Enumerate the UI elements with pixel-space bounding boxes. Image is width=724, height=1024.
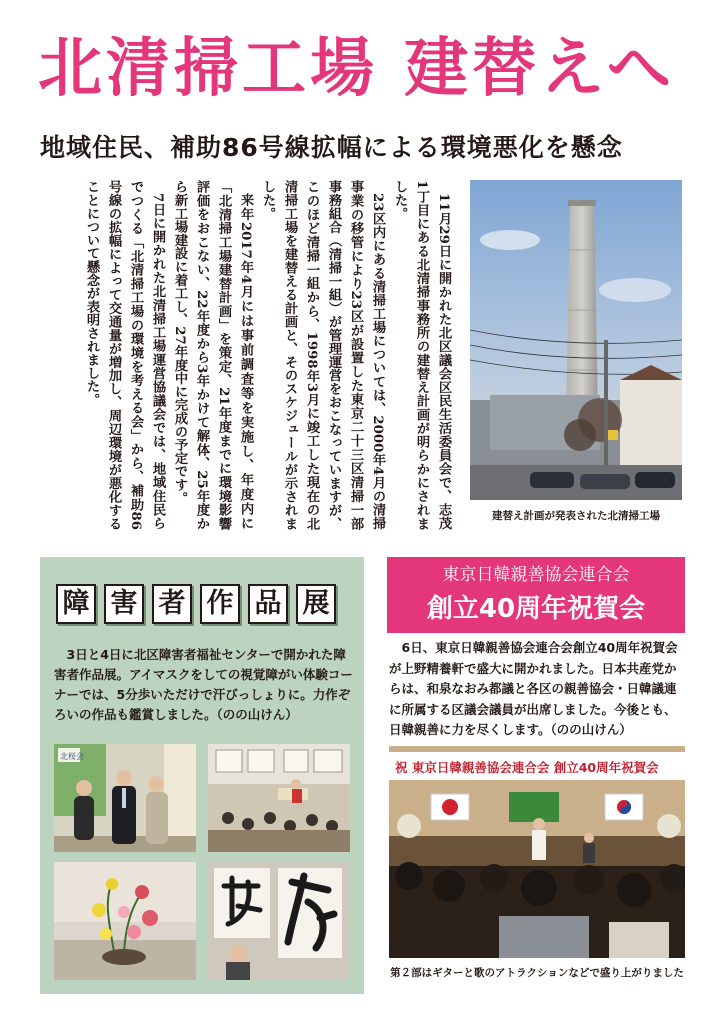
exhibit-photo-flowers [54, 862, 196, 980]
exhibit-title-char: 展 [296, 584, 336, 624]
exhibit-photo-sign: 北桜会 [60, 752, 84, 761]
exhibit-title-char: 障 [56, 584, 96, 624]
article-paragraph: 7日に開かれた北清掃工場運営協議会では、地域住民らでつくる「北清掃工場の環境を考える会」から、補助86号線の拡幅によって交通量が増加し、周辺環境が悪化することについて懸念が表明されました。 [84, 180, 165, 530]
event-text: 6日、東京日韓親善協会連合会創立40周年祝賀会が上野精養軒で盛大に開かれました。日本共産党からは、和泉なおみ都議と各区の親善協会・日韓議連に所属する区議会議員が出席しました。今後とも、日韓親善に力を尽くします。（のの山けん） [389, 640, 678, 737]
event-caption: 第２部はギターと歌のアトラクションなどで盛り上がりました [390, 967, 684, 979]
exhibit-title-char: 害 [104, 584, 144, 624]
exhibit-title-char: 作 [200, 584, 240, 624]
exhibit-title-char: 者 [152, 584, 192, 624]
headline: 北清掃工場 建替えへ [38, 32, 676, 106]
photo-caption: 建替え計画が発表された北清掃工場 [492, 510, 660, 522]
exhibit-title-char: 品 [248, 584, 288, 624]
exhibit-photo-calligraphy [208, 862, 350, 980]
article-paragraph: 来年2017年4月には事前調査等を実施し、年度内に「北清掃工場建替計画」を策定、21年度までに環境影響評価をおこない、22年度から3年かけて解体、25年度から新工場建設に着工し、27年度中に完成の予定です。 [172, 180, 253, 530]
exhibit-photo-hall [208, 744, 350, 852]
incineration-plant-photo [470, 180, 682, 500]
article-paragraph: 23区内にある清掃工場については、2000年4月の清掃事業の移管により23区が設置した東京二十三区清掃一部事務組合（清掃一組）が管理運営をおこなっていますが、このほど清掃一組から、1998年3月に竣工した現在の北清掃工場を建替える計画と、そのスケジュールが示されました。 [260, 180, 385, 530]
subheadline: 地域住民、補助86号線拡幅による環境悪化を懸念 [40, 133, 623, 162]
exhibit-title [56, 584, 350, 628]
article-paragraph: 11月29日に開かれた北区議会区民生活委員会で、志茂1丁目にある北清掃事務所の建替え計画が明らかにされました。 [392, 180, 451, 530]
event-photo [389, 746, 685, 958]
event-banner-title: 創立40周年祝賀会 [426, 594, 646, 624]
event-banner-text: 祝 東京日韓親善協会連合会 創立40周年祝賀会 [395, 760, 659, 775]
exhibit-text: 3日と4日に北区障害者福祉センターで開かれた障害者作品展。アイマスクをしての視覚障がい体験コーナーでは、5分歩いただけで汗びっしょりに。力作ぞろいの作品も鑑賞しました。（のの山けん） [54, 647, 353, 722]
article-body [24, 180, 454, 530]
event-banner-org: 東京日韓親善協会連合会 [442, 565, 630, 585]
exhibit-photo-people [54, 744, 196, 852]
